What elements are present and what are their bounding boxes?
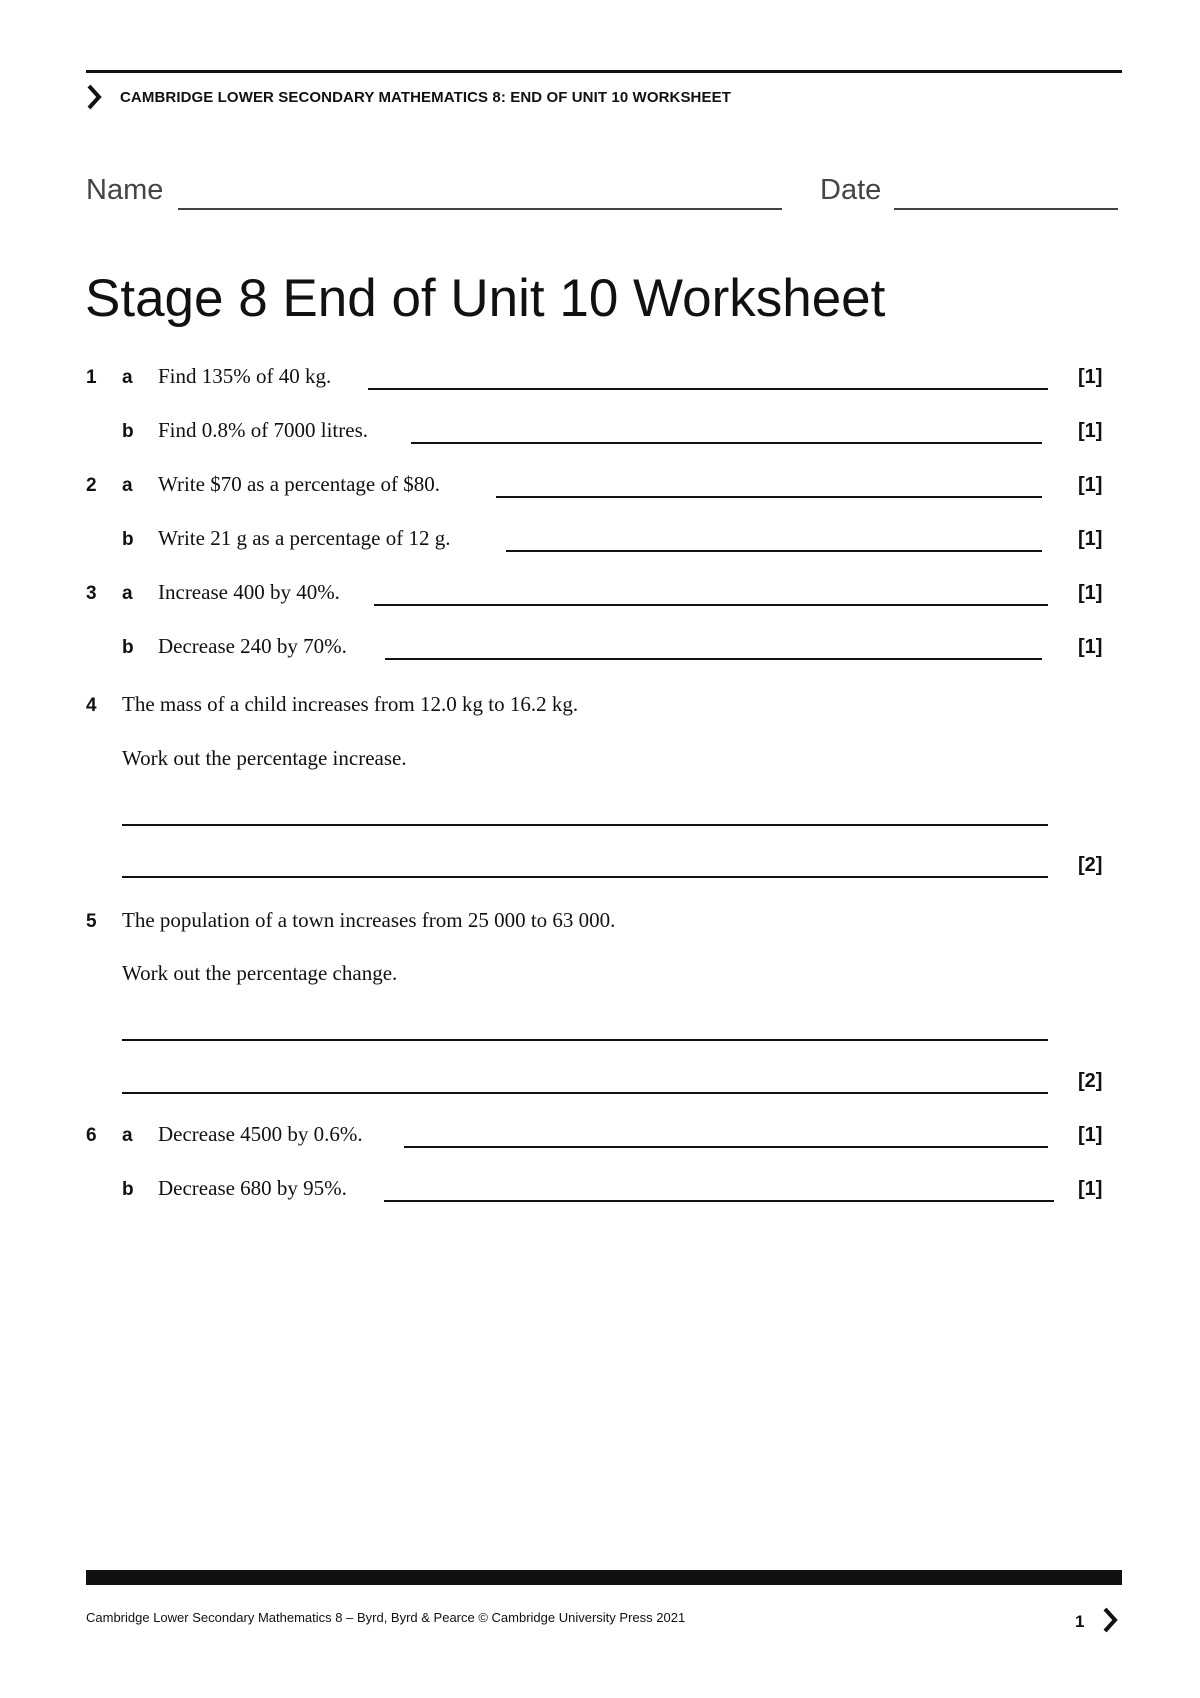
answer-line[interactable] xyxy=(506,550,1042,552)
question-5-instruction xyxy=(0,961,1200,991)
answer-line[interactable] xyxy=(384,1200,1054,1202)
date-label: Date xyxy=(820,174,882,206)
answer-line[interactable] xyxy=(122,1039,1048,1041)
footer-bar xyxy=(86,1570,1122,1585)
marks-label: [2] xyxy=(1078,1070,1103,1092)
answer-line[interactable] xyxy=(122,824,1048,826)
question-6b xyxy=(0,1176,1200,1206)
page-number: 1 xyxy=(1075,1612,1085,1631)
question-4-answer xyxy=(0,852,1200,882)
instruction-text: Work out the percentage change. xyxy=(122,961,398,985)
marks-label: [1] xyxy=(1078,474,1103,496)
question-number: 1 xyxy=(86,367,97,388)
chevron-right-icon[interactable] xyxy=(1102,1606,1118,1639)
question-2a xyxy=(0,472,1200,502)
answer-line[interactable] xyxy=(496,496,1042,498)
marks-label: [2] xyxy=(1078,854,1103,876)
part-letter: b xyxy=(122,529,134,550)
question-text: Decrease 240 by 70%. xyxy=(158,634,347,658)
answer-line[interactable] xyxy=(411,442,1042,444)
question-5 xyxy=(0,908,1200,938)
question-2b xyxy=(0,526,1200,556)
question-text: Increase 400 by 40%. xyxy=(158,580,340,604)
question-number: 3 xyxy=(86,583,97,604)
answer-line[interactable] xyxy=(122,876,1048,878)
question-1a xyxy=(0,364,1200,394)
question-text: Write 21 g as a percentage of 12 g. xyxy=(158,526,451,550)
marks-label: [1] xyxy=(1078,582,1103,604)
question-text: Find 0.8% of 7000 litres. xyxy=(158,418,368,442)
part-letter: b xyxy=(122,421,134,442)
marks-label: [1] xyxy=(1078,366,1103,388)
question-5-answer xyxy=(0,1068,1200,1098)
footer-copyright: Cambridge Lower Secondary Mathematics 8 – Byrd, Byrd & Pearce © Cambridge University Press 2021 xyxy=(86,1610,686,1625)
date-field[interactable] xyxy=(894,208,1118,210)
marks-label: [1] xyxy=(1078,528,1103,550)
name-label: Name xyxy=(86,174,164,206)
part-letter: a xyxy=(122,475,133,496)
answer-line[interactable] xyxy=(385,658,1042,660)
instruction-text: Work out the percentage increase. xyxy=(122,746,407,770)
question-6a xyxy=(0,1122,1200,1152)
question-3a xyxy=(0,580,1200,610)
chevron-right-icon xyxy=(86,84,102,110)
question-4-instruction xyxy=(0,746,1200,776)
question-number: 4 xyxy=(86,695,97,716)
question-number: 6 xyxy=(86,1125,97,1146)
question-text: The mass of a child increases from 12.0 kg to 16.2 kg. xyxy=(122,692,579,716)
part-letter: b xyxy=(122,637,134,658)
header-rule xyxy=(86,70,1122,73)
question-5-working xyxy=(0,1015,1200,1045)
page-title: Stage 8 End of Unit 10 Worksheet xyxy=(85,269,886,328)
question-4 xyxy=(0,692,1200,722)
page-header xyxy=(86,82,731,112)
question-text: Write $70 as a percentage of $80. xyxy=(158,472,440,496)
question-4-working xyxy=(0,800,1200,830)
question-3b xyxy=(0,634,1200,664)
header-title: CAMBRIDGE LOWER SECONDARY MATHEMATICS 8: END OF UNIT 10 WORKSHEET xyxy=(120,88,731,106)
question-text: Find 135% of 40 kg. xyxy=(158,364,332,388)
answer-line[interactable] xyxy=(368,388,1048,390)
question-number: 2 xyxy=(86,475,97,496)
marks-label: [1] xyxy=(1078,420,1103,442)
answer-line[interactable] xyxy=(404,1146,1048,1148)
marks-label: [1] xyxy=(1078,1178,1103,1200)
question-text: The population of a town increases from 25 000 to 63 000. xyxy=(122,908,616,932)
answer-line[interactable] xyxy=(122,1092,1048,1094)
answer-line[interactable] xyxy=(374,604,1048,606)
part-letter: a xyxy=(122,583,133,604)
part-letter: b xyxy=(122,1179,134,1200)
question-number: 5 xyxy=(86,911,97,932)
question-text: Decrease 680 by 95%. xyxy=(158,1176,347,1200)
question-1b xyxy=(0,418,1200,448)
name-field[interactable] xyxy=(178,208,782,210)
marks-label: [1] xyxy=(1078,636,1103,658)
part-letter: a xyxy=(122,367,133,388)
part-letter: a xyxy=(122,1125,133,1146)
marks-label: [1] xyxy=(1078,1124,1103,1146)
question-text: Decrease 4500 by 0.6%. xyxy=(158,1122,363,1146)
